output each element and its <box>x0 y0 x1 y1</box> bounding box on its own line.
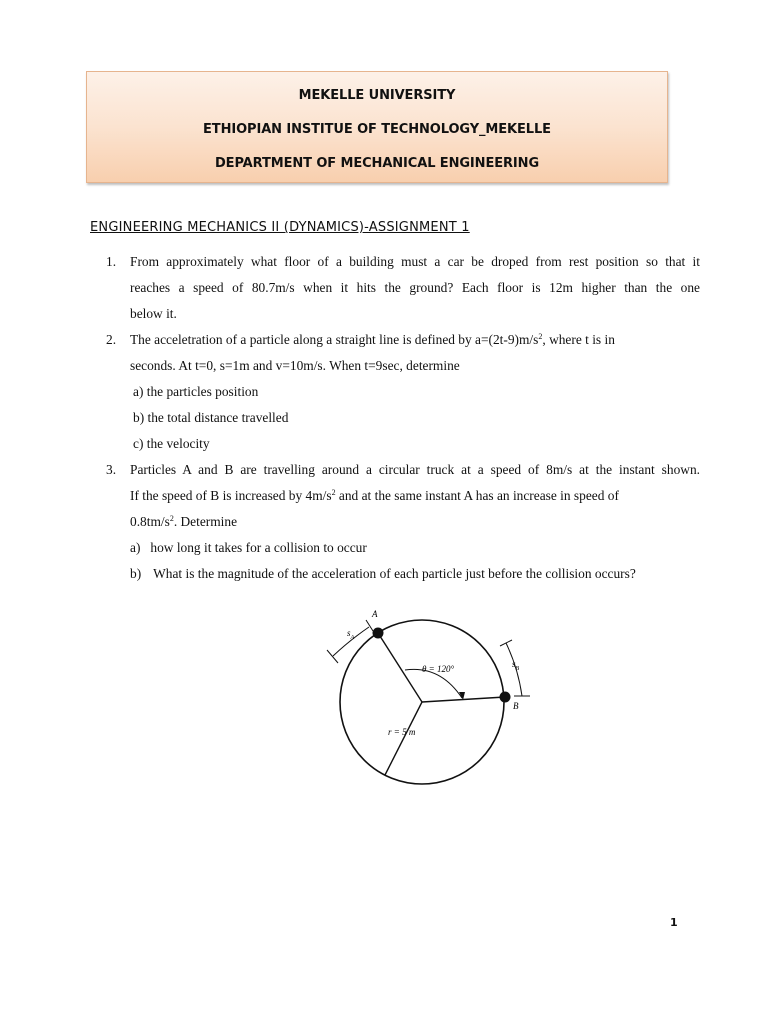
question-3-part-b: b) What is the magnitude of the acceleration of each particle just before the collision occurs? <box>130 566 636 581</box>
question-1-line-3: below it. <box>130 306 177 321</box>
question-1-line-2: reaches a speed of 80.7m/s when it hits the ground? Each floor is 12m higher than the one <box>130 280 700 295</box>
institute-name: ETHIOPIAN INSTITUE OF TECHNOLOGY_MEKELLE <box>203 122 551 137</box>
question-3-line-2: If the speed of B is increased by $4m/s^2$ and at the same instant A has an increase in speed of <box>130 488 619 503</box>
header-banner <box>86 71 668 183</box>
question-2-part-b: b) the total distance travelled <box>133 410 289 425</box>
question-2-line-1 <box>130 332 700 348</box>
department-name: DEPARTMENT OF MECHANICAL ENGINEERING <box>214 156 540 171</box>
label-theta: θ = 120° <box>422 664 455 674</box>
label-b: B <box>513 701 519 711</box>
label-sb: $s_B$ <box>512 659 520 672</box>
question-2-line-1-text: The acceletration of a particle along a straight line is defined by $a=(2t-9)m/s^2$, where t is in <box>130 332 615 347</box>
particle-a <box>373 628 384 639</box>
question-3-line-3: $0.8tm/s^2$. Determine <box>130 514 238 529</box>
question-3-number: 3. <box>106 462 117 477</box>
question-1-number: 1. <box>106 254 117 269</box>
page-number: 1 <box>670 916 678 929</box>
question-3-part-a: a) how long it takes for a collision to occur <box>130 540 367 555</box>
label-a: A <box>372 609 378 619</box>
question-1-line-1: From approximately what floor of a building must a car be droped from rest position so that it <box>130 254 700 269</box>
question-2-line-2: seconds. At t=0, s=1m and v=10m/s. When t=9sec, determine <box>130 358 460 373</box>
label-radius: r = 5 m <box>388 727 416 737</box>
label-sa: $s_A$ <box>347 628 355 641</box>
assignment-title: ENGINEERING MECHANICS II (DYNAMICS)-ASSIGNMENT 1 <box>90 220 470 235</box>
particle-b <box>500 692 511 703</box>
university-name: MEKELLE UNIVERSITY <box>298 88 456 103</box>
question-2-number: 2. <box>106 332 117 347</box>
question-2-part-a: a) the particles position <box>133 384 259 399</box>
question-2-part-c: c) the velocity <box>133 436 210 451</box>
question-3-line-1: Particles A and B are travelling around a circular truck at a speed of 8m/s at the instant shown. <box>130 462 700 477</box>
circular-track-figure <box>320 600 540 790</box>
